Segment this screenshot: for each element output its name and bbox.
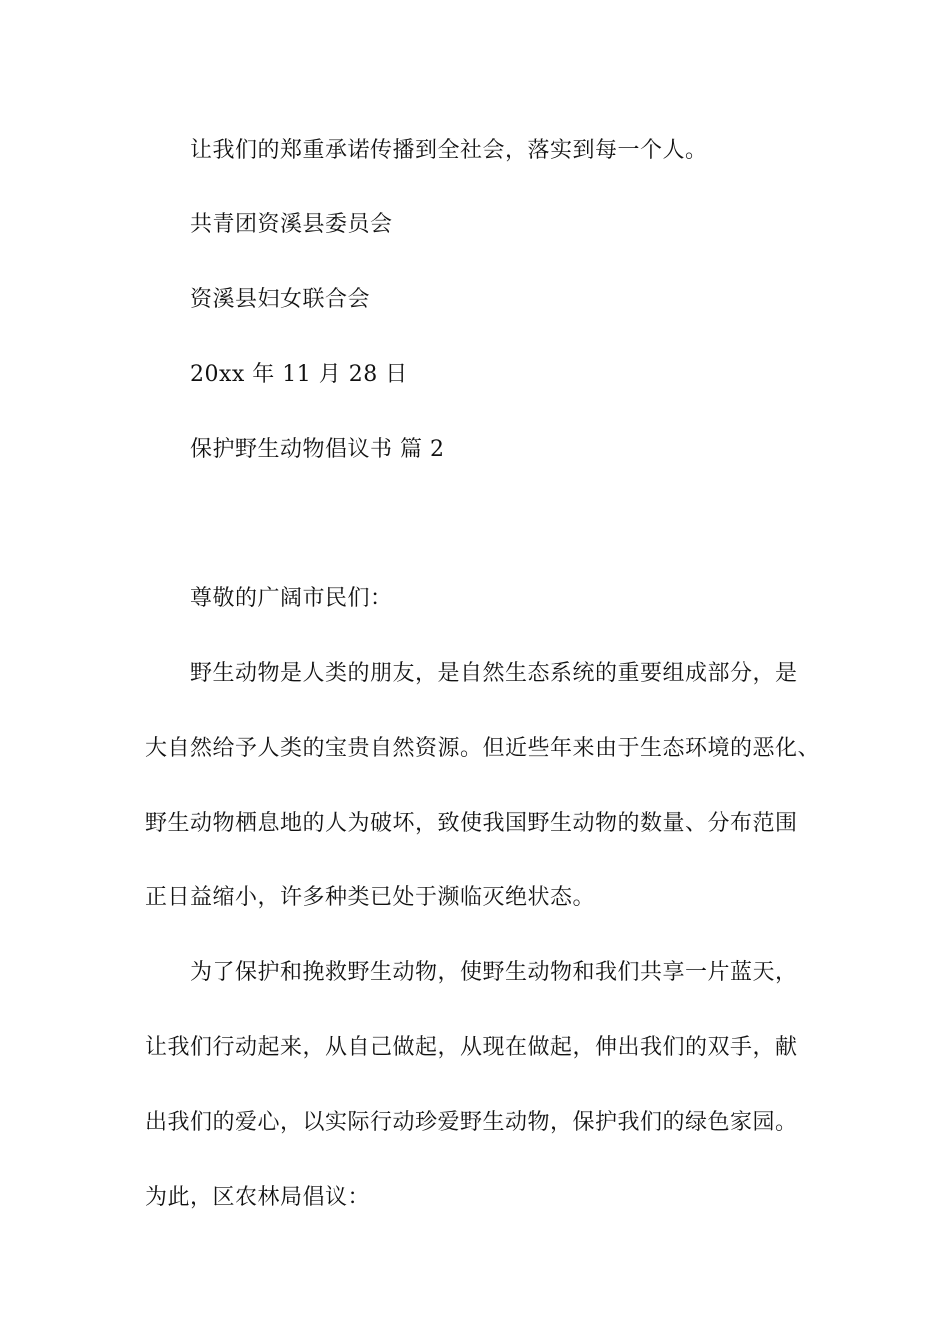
paragraph-2-line-4: 为此，区农林局倡议： xyxy=(145,1185,371,1210)
paragraph-1-line-1: 野生动物是人类的朋友，是自然生态系统的重要组成部分，是 xyxy=(190,661,798,686)
paragraph-2-line-1: 为了保护和挽救野生动物，使野生动物和我们共享一片蓝天， xyxy=(190,960,798,985)
signature-date: 20xx 年 11 月 28 日 xyxy=(190,362,408,387)
paragraph-1-line-2: 大自然给予人类的宝贵自然资源。但近些年来由于生态环境的恶化、 xyxy=(145,736,821,761)
paragraph-2-line-3: 出我们的爱心，以实际行动珍爱野生动物，保护我们的绿色家园。 xyxy=(145,1110,798,1135)
signatory-womens-federation: 资溪县妇女联合会 xyxy=(190,287,371,312)
salutation: 尊敬的广阔市民们： xyxy=(190,586,393,611)
closing-sentence: 让我们的郑重承诺传播到全社会，落实到每一个人。 xyxy=(190,138,708,163)
paragraph-1-line-3: 野生动物栖息地的人为破坏，致使我国野生动物的数量、分布范围 xyxy=(145,811,798,836)
paragraph-1-line-4: 正日益缩小，许多种类已处于濒临灭绝状态。 xyxy=(145,885,596,910)
signatory-youth-league: 共青团资溪县委员会 xyxy=(190,212,393,237)
paragraph-2-line-2: 让我们行动起来，从自己做起，从现在做起，伸出我们的双手，献 xyxy=(145,1035,798,1060)
section-title: 保护野生动物倡议书 篇 2 xyxy=(190,437,445,462)
